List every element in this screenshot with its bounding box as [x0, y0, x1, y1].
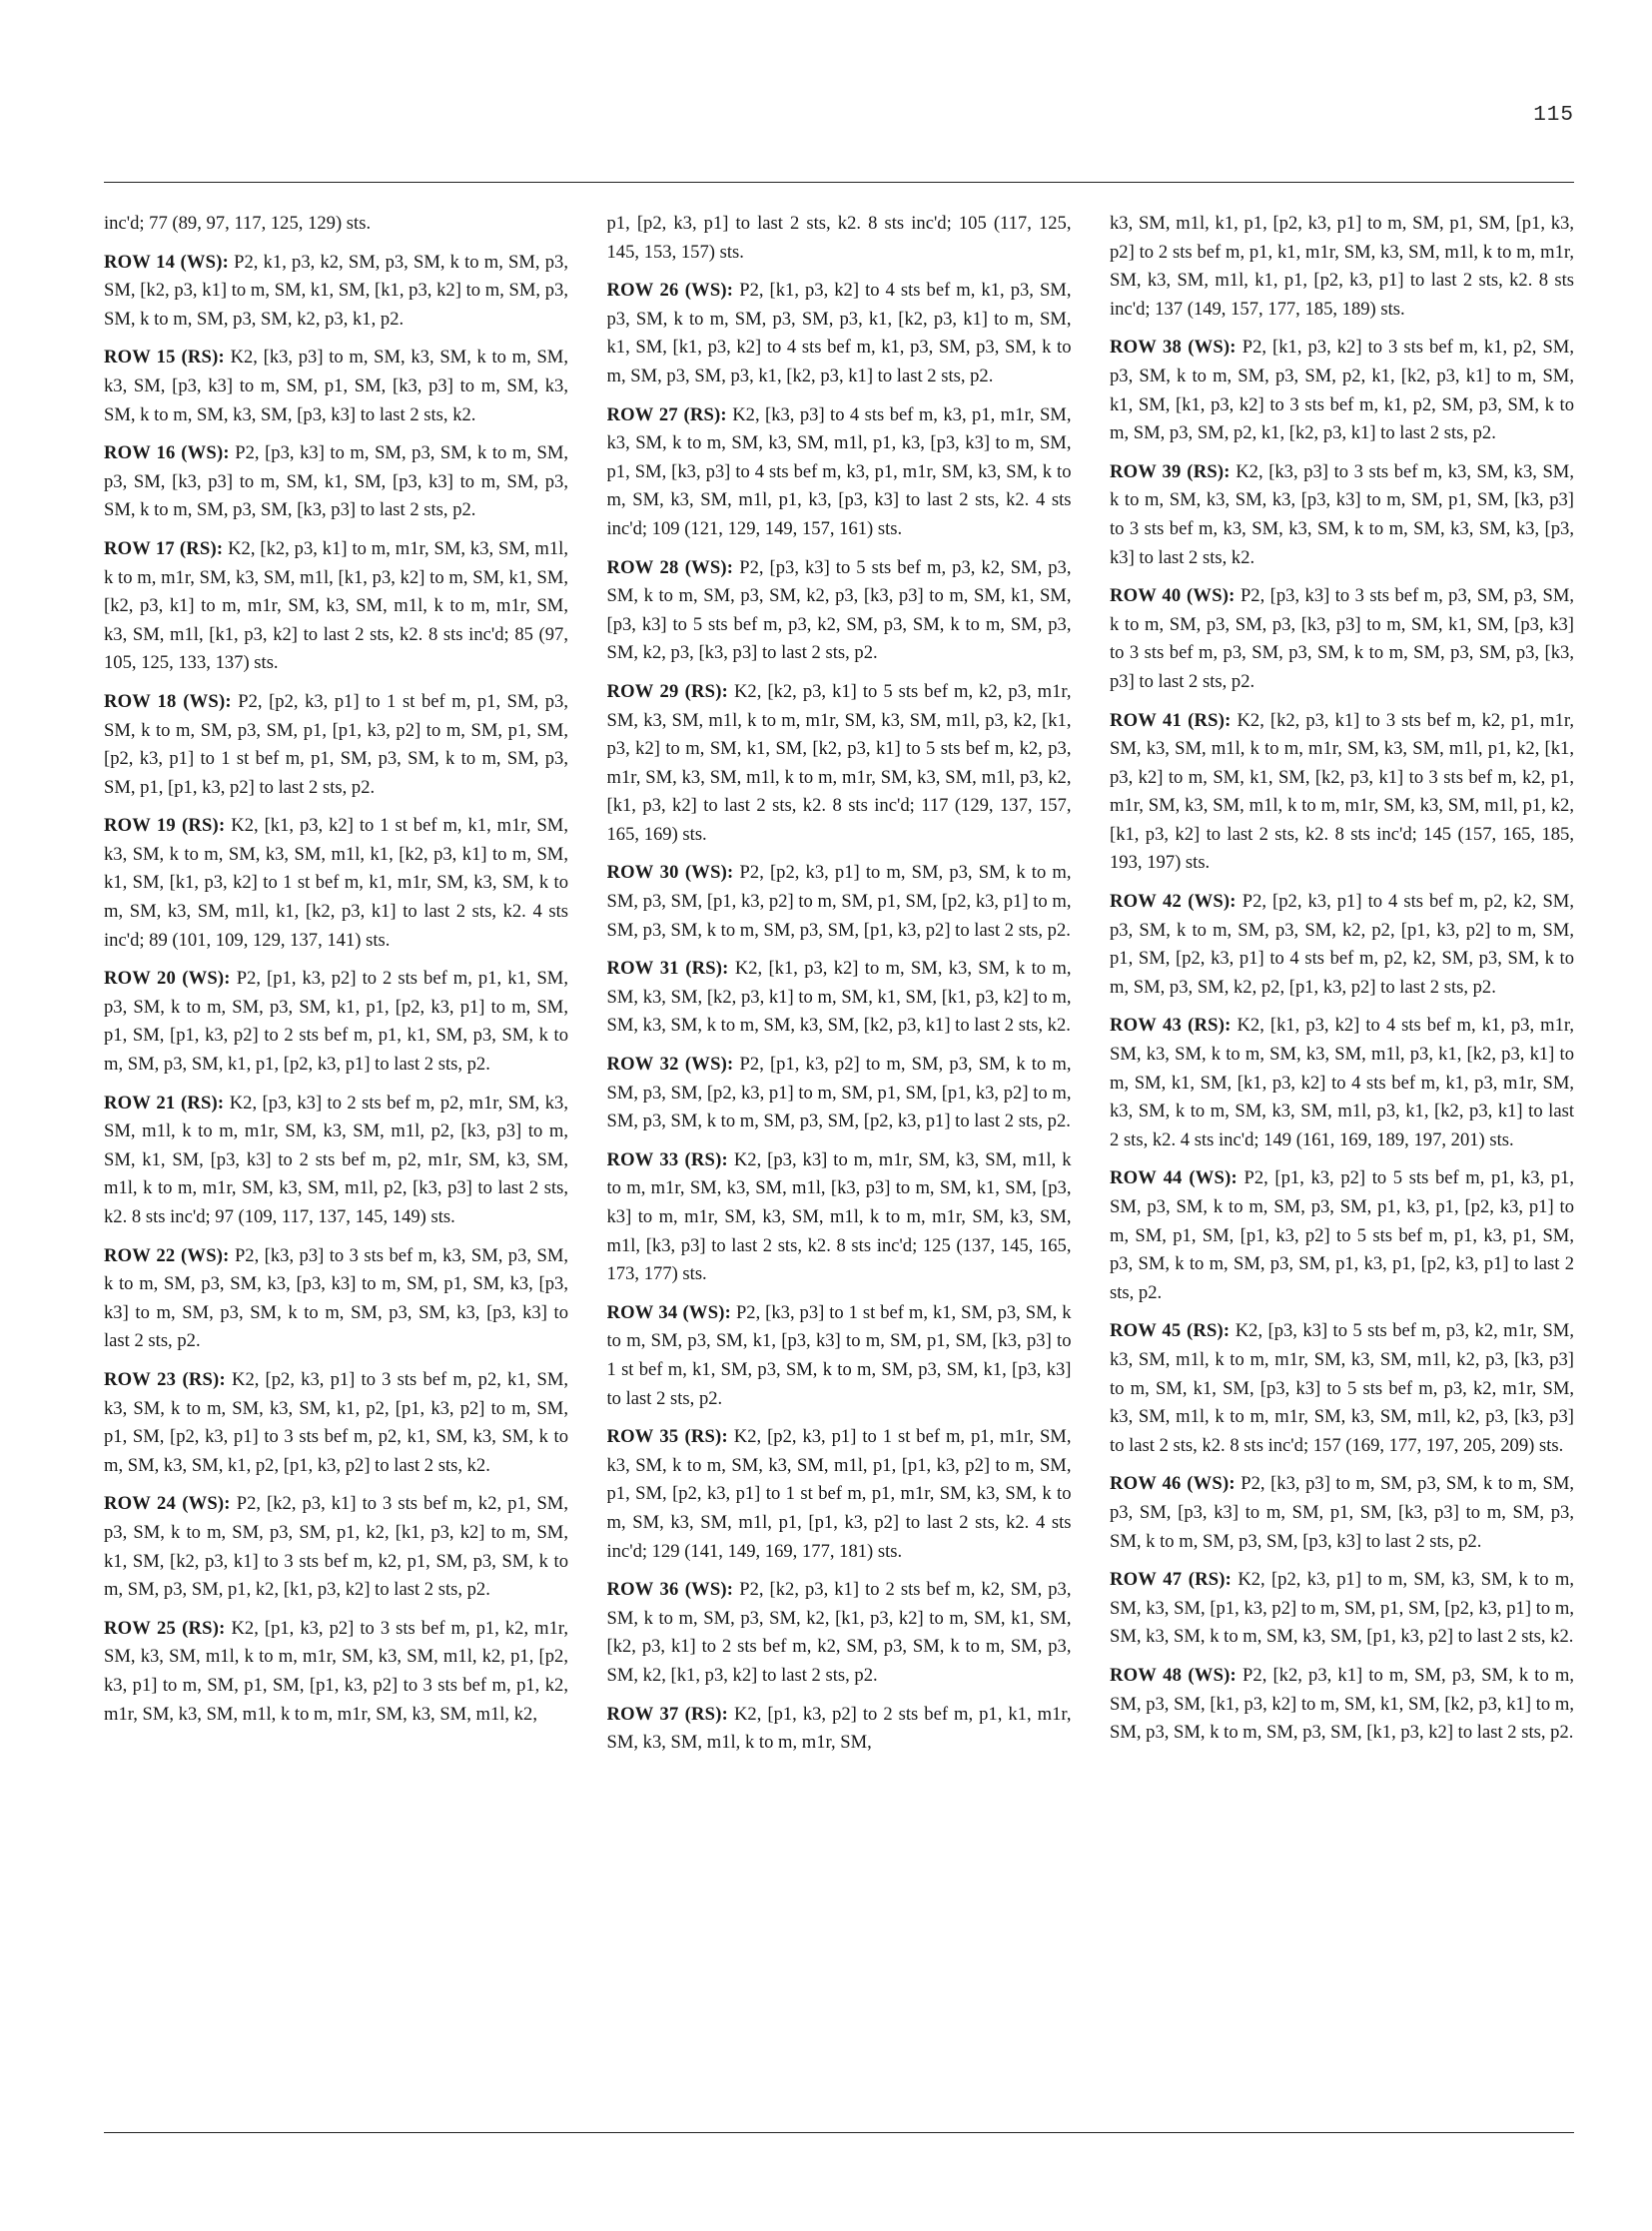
- row-label: ROW 33 (RS):: [606, 1148, 728, 1170]
- row-label: ROW 21 (RS):: [104, 1092, 225, 1114]
- continued-text: [607, 210, 1072, 267]
- row-text: K2, [p3, k3] to 2 sts bef m, p2, m1r, SM, k3, SM, m1l, k to m, m1r, SM, k3, SM, m1l, p2, [k3, p3] to m, SM, k1, SM, [p3, k3] to 2 sts bef m, p2, m1r, SM, k3, SM, m1l, k to m, m1r, SM, k3, SM, m1l, p2, [k3, p3] to last 2 sts, k2. 8 sts inc'd; 97 (109, 117, 137, 145, 149) sts.: [104, 1092, 568, 1227]
- row-label: ROW 31 (RS):: [606, 958, 729, 980]
- row-label: ROW 45 (RS):: [1110, 1320, 1231, 1342]
- row-label: ROW 14 (WS):: [104, 251, 229, 273]
- text-columns: [104, 210, 1574, 2117]
- header-rule: [104, 182, 1574, 183]
- row-instruction: [1110, 1012, 1574, 1154]
- row-instruction: [607, 401, 1072, 544]
- row-text: P2, [p2, k3, p1] to 1 st bef m, p1, SM, p3, SM, k to m, SM, p3, SM, p1, [p1, k3, p2] to m, SM, p1, SM, [p2, k3, p1] to 1 st bef m, p1, SM, p3, SM, k to m, SM, p3, SM, p1, [p1, k3, p2] to last 2 sts, p2.: [104, 690, 568, 798]
- row-label: ROW 44 (WS):: [1110, 1167, 1238, 1189]
- continued-text: [104, 210, 568, 239]
- row-instruction: [1110, 1566, 1574, 1652]
- row-text: P2, [k2, p3, k1] to 3 sts bef m, k2, p1, SM, p3, SM, k to m, SM, p3, SM, p1, k2, [k1, p3, k2] to m, SM, k1, SM, [k2, p3, k1] to 3 sts bef m, k2, p1, SM, p3, SM, k to m, SM, p3, SM, p1, k2, [k1, p3, k2] to last 2 sts, p2.: [104, 1493, 568, 1601]
- row-instruction: [1110, 1164, 1574, 1307]
- row-instruction: [104, 1366, 568, 1480]
- row-instruction: [607, 1299, 1072, 1413]
- row-label: ROW 38 (WS):: [1110, 337, 1237, 359]
- row-instruction: [607, 1423, 1072, 1566]
- row-instruction: [607, 1051, 1072, 1136]
- row-instruction: [607, 277, 1072, 390]
- row-text: K2, [k1, p3, k2] to 1 st bef m, k1, m1r, SM, k3, SM, k to m, SM, k3, SM, m1l, k1, [k2, p3, k1] to m, SM, k1, SM, [k1, p3, k2] to 1 st bef m, k1, m1r, SM, k3, SM, k to m, SM, k3, SM, m1l, k1, [k2, p3, k1] to last 2 sts, k2. 4 sts inc'd; 89 (101, 109, 129, 137, 141) sts.: [104, 815, 568, 951]
- row-instruction: [607, 1146, 1072, 1289]
- row-instruction: [1110, 1470, 1574, 1556]
- row-label: ROW 27 (RS):: [606, 403, 727, 425]
- row-label: ROW 17 (RS):: [104, 537, 224, 559]
- row-label: ROW 16 (WS):: [104, 442, 230, 464]
- row-instruction: [104, 965, 568, 1079]
- row-text: K2, [p3, k3] to m, m1r, SM, k3, SM, m1l, k to m, m1r, SM, k3, SM, m1l, [k3, p3] to m, SM, k1, SM, [p3, k3] to m, m1r, SM, k3, SM, m1l, k to m, m1r, SM, k3, SM, m1l, [k3, p3] to last 2 sts, k2. 8 sts inc'd; 125 (137, 145, 165, 173, 177) sts.: [606, 1148, 1072, 1285]
- row-text: P2, [k1, p3, k2] to 4 sts bef m, k1, p3, SM, p3, SM, k to m, SM, p3, SM, p3, k1, [k2, p3, k1] to m, SM, k1, SM, [k1, p3, k2] to 4 sts bef m, k1, p3, SM, p3, SM, k to m, SM, p3, SM, p3, k1, [k2, p3, k1] to last 2 sts, p2.: [606, 280, 1072, 386]
- row-instruction: [607, 955, 1072, 1041]
- footer-rule: [104, 2132, 1574, 2133]
- row-label: ROW 47 (RS):: [1110, 1569, 1233, 1591]
- row-instruction: [104, 344, 568, 429]
- row-label: ROW 25 (RS):: [104, 1617, 226, 1639]
- row-text: K2, [k1, p3, k2] to 4 sts bef m, k1, p3, m1r, SM, k3, SM, k to m, SM, k3, SM, m1l, p3, k1, [k2, p3, k1] to m, SM, k1, SM, [k1, p3, k2] to 4 sts bef m, k1, p3, m1r, SM, k3, SM, k to m, SM, k3, SM, m1l, p3, k1, [k2, p3, k1] to last 2 sts, k2. 4 sts inc'd; 149 (161, 169, 189, 197, 201) sts.: [1110, 1015, 1574, 1150]
- row-label: ROW 42 (WS):: [1110, 891, 1237, 913]
- row-text: P2, [k1, p3, k2] to 3 sts bef m, k1, p2, SM, p3, SM, k to m, SM, p3, SM, p2, k1, [k2, p3, k1] to m, SM, k1, SM, [k1, p3, k2] to 3 sts bef m, k1, p2, SM, p3, SM, k to m, SM, p3, SM, p2, k1, [k2, p3, k1] to last 2 sts, p2.: [1110, 337, 1574, 444]
- row-label: ROW 36 (WS):: [606, 1579, 734, 1601]
- page-number: 115: [1533, 104, 1574, 127]
- row-text: P2, [k3, p3] to m, SM, p3, SM, k to m, SM, p3, SM, [p3, k3] to m, SM, p1, SM, [k3, p3] to m, SM, p3, SM, k to m, SM, p3, SM, [p3, k3] to last 2 sts, p2.: [1110, 1473, 1574, 1552]
- row-text: K2, [k3, p3] to 4 sts bef m, k3, p1, m1r, SM, k3, SM, k to m, SM, k3, SM, m1l, p1, k3, [p3, k3] to m, SM, p1, SM, [k3, p3] to 4 sts bef m, k3, p1, m1r, SM, k3, SM, k to m, SM, k3, SM, m1l, p1, k3, [p3, k3] to last 2 sts, k2. 4 sts inc'd; 109 (121, 129, 149, 157, 161) sts.: [606, 403, 1072, 539]
- row-instruction: [104, 1490, 568, 1604]
- row-instruction: [1110, 458, 1574, 572]
- row-instruction: [104, 439, 568, 525]
- row-label: ROW 30 (WS):: [606, 862, 734, 884]
- row-text: K2, [k2, p3, k1] to 3 sts bef m, k2, p1, m1r, SM, k3, SM, m1l, k to m, m1r, SM, k3, SM, m1l, p1, k2, [k1, p3, k2] to m, SM, k1, SM, [k2, p3, k1] to 3 sts bef m, k2, p1, m1r, SM, k3, SM, m1l, k to m, m1r, SM, k3, SM, m1l, p1, k2, [k1, p3, k2] to last 2 sts, k2. 8 sts inc'd; 145 (157, 165, 185, 193, 197) sts.: [1110, 709, 1574, 874]
- row-text: K2, [p3, k3] to 5 sts bef m, p3, k2, m1r, SM, k3, SM, m1l, k to m, m1r, SM, k3, SM, m1l, k2, p3, [k3, p3] to m, SM, k1, SM, [p3, k3] to 5 sts bef m, p3, k2, m1r, SM, k3, SM, m1l, k to m, m1r, SM, k3, SM, m1l, k2, p3, [k3, p3] to last 2 sts, k2. 8 sts inc'd; 157 (169, 177, 197, 205, 209) sts.: [1110, 1320, 1574, 1456]
- row-text: K2, [p2, k3, p1] to m, SM, k3, SM, k to m, SM, k3, SM, [p1, k3, p2] to m, SM, p1, SM, [p2, k3, p1] to m, SM, k3, SM, k to m, SM, k3, SM, [p1, k3, p2] to last 2 sts, k2.: [1110, 1569, 1574, 1648]
- row-label: ROW 24 (WS):: [104, 1493, 231, 1515]
- row-text: K2, [p2, k3, p1] to 1 st bef m, p1, m1r, SM, k3, SM, k to m, SM, k3, SM, m1l, p1, [p1, k3, p2] to m, SM, p1, SM, [p2, k3, p1] to 1 st bef m, p1, m1r, SM, k3, SM, k to m, SM, k3, SM, m1l, p1, [p1, k3, p2] to last 2 sts, k2. 4 sts inc'd; 129 (141, 149, 169, 177, 181) sts.: [606, 1426, 1072, 1562]
- row-text: K2, [p1, k3, p2] to 2 sts bef m, p1, k1, m1r, SM, k3, SM, m1l, k to m, m1r, SM,: [606, 1703, 1072, 1754]
- row-label: ROW 18 (WS):: [104, 690, 232, 712]
- row-label: ROW 34 (WS):: [606, 1301, 732, 1323]
- row-text: K2, [k2, p3, k1] to 5 sts bef m, k2, p3, m1r, SM, k3, SM, m1l, k to m, m1r, SM, k3, SM, m1l, p3, k2, [k1, p3, k2] to m, SM, k1, SM, [k2, p3, k1] to 5 sts bef m, k2, p3, m1r, SM, k3, SM, m1l, k to m, m1r, SM, k3, SM, m1l, p3, k2, [k1, p3, k2] to last 2 sts, k2. 8 sts inc'd; 117 (129, 137, 157, 165, 169) sts.: [606, 680, 1072, 845]
- row-text: K2, [k2, p3, k1] to m, m1r, SM, k3, SM, m1l, k to m, m1r, SM, k3, SM, m1l, [k1, p3, k2] to m, SM, k1, SM, [k2, p3, k1] to m, m1r, SM, k3, SM, m1l, k to m, m1r, SM, k3, SM, m1l, [k1, p3, k2] to last 2 sts, k2. 8 sts inc'd; 85 (97, 105, 125, 133, 137) sts.: [104, 537, 568, 674]
- continued-text: [1110, 210, 1574, 324]
- column-middle: [607, 210, 1072, 2117]
- row-text: P2, [p1, k3, p2] to 2 sts bef m, p1, k1, SM, p3, SM, k to m, SM, p3, SM, k1, p1, [p2, k3, p1] to m, SM, p1, SM, [p1, k3, p2] to 2 sts bef m, p1, k1, SM, p3, SM, k to m, SM, p3, SM, k1, p1, [p2, k3, p1] to last 2 sts, p2.: [104, 968, 568, 1076]
- row-text: inc'd; 77 (89, 97, 117, 125, 129) sts.: [104, 213, 372, 234]
- row-label: ROW 29 (RS):: [606, 680, 728, 702]
- row-instruction: [1110, 707, 1574, 879]
- row-instruction: [1110, 582, 1574, 696]
- row-text: P2, [p3, k3] to 3 sts bef m, p3, SM, p3, SM, k to m, SM, p3, SM, p3, [k3, p3] to m, SM, k1, SM, [p3, k3] to 3 sts bef m, p3, SM, p3, SM, k to m, SM, p3, SM, p3, [k3, p3] to last 2 sts, p2.: [1110, 585, 1574, 692]
- row-text: P2, [k3, p3] to 3 sts bef m, k3, SM, p3, SM, k to m, SM, p3, SM, k3, [p3, k3] to m, SM, p1, SM, k3, [p3, k3] to m, SM, p3, SM, k to m, SM, p3, SM, k3, [p3, k3] to last 2 sts, p2.: [104, 1244, 568, 1352]
- row-label: ROW 28 (WS):: [606, 556, 734, 578]
- row-label: ROW 15 (RS):: [104, 347, 225, 369]
- row-label: ROW 19 (RS):: [104, 815, 226, 837]
- row-text: P2, [p2, k3, p1] to m, SM, p3, SM, k to m, SM, p3, SM, [p1, k3, p2] to m, SM, p1, SM, [p2, k3, p1] to m, SM, p3, SM, k to m, SM, p3, SM, [p1, k3, p2] to last 2 sts, p2.: [606, 862, 1072, 941]
- row-label: ROW 35 (RS):: [606, 1426, 728, 1448]
- row-text: P2, [k3, p3] to 1 st bef m, k1, SM, p3, SM, k to m, SM, p3, SM, k1, [p3, k3] to m, SM, p1, SM, [k3, p3] to 1 st bef m, k1, SM, p3, SM, k to m, SM, p3, SM, k1, [p3, k3] to last 2 sts, p2.: [606, 1301, 1072, 1409]
- row-text: P2, [p1, k3, p2] to m, SM, p3, SM, k to m, SM, p3, SM, [p2, k3, p1] to m, SM, p1, SM, [p1, k3, p2] to m, SM, p3, SM, k to m, SM, p3, SM, [p2, k3, p1] to last 2 sts, p2.: [606, 1054, 1072, 1132]
- row-instruction: [1110, 1662, 1574, 1748]
- row-text: P2, [p3, k3] to m, SM, p3, SM, k to m, SM, p3, SM, [k3, p3] to m, SM, k1, SM, [p3, k3] to m, SM, p3, SM, k to m, SM, p3, SM, [k3, p3] to last 2 sts, p2.: [104, 442, 568, 521]
- row-text: K2, [p1, k3, p2] to 3 sts bef m, p1, k2, m1r, SM, k3, SM, m1l, k to m, m1r, SM, k3, SM, m1l, k2, p1, [p2, k3, p1] to m, SM, p1, SM, [p1, k3, p2] to 3 sts bef m, p1, k2, m1r, SM, k3, SM, m1l, k to m, m1r, SM, k3, SM, m1l, k2,: [104, 1617, 568, 1725]
- row-text: P2, [p3, k3] to 5 sts bef m, p3, k2, SM, p3, SM, k to m, SM, p3, SM, k2, p3, [k3, p3] to m, SM, k1, SM, [p3, k3] to 5 sts bef m, p3, k2, SM, p3, SM, k to m, SM, p3, SM, k2, p3, [k3, p3] to last 2 sts, p2.: [606, 556, 1072, 664]
- row-text: P2, [p1, k3, p2] to 5 sts bef m, p1, k3, p1, SM, p3, SM, k to m, SM, p3, SM, p1, k3, p1, [p2, k3, p1] to m, SM, p1, SM, [p1, k3, p2] to 5 sts bef m, p1, k3, p1, SM, p3, SM, k to m, SM, p3, SM, p1, k3, p1, [p2, k3, p1] to last 2 sts, p2.: [1110, 1167, 1574, 1303]
- row-label: ROW 39 (RS):: [1110, 460, 1231, 482]
- row-label: ROW 41 (RS):: [1110, 709, 1232, 731]
- row-instruction: [607, 1576, 1072, 1690]
- row-instruction: [1110, 334, 1574, 447]
- row-text: K2, [k3, p3] to 3 sts bef m, k3, SM, k3, SM, k to m, SM, k3, SM, k3, [p3, k3] to m, SM, p1, SM, [k3, p3] to 3 sts bef m, k3, SM, k3, SM, k to m, SM, k3, SM, k3, [p3, k3] to last 2 sts, k2.: [1110, 460, 1574, 568]
- row-instruction: [104, 812, 568, 955]
- row-label: ROW 32 (WS):: [606, 1054, 734, 1076]
- row-instruction: [1110, 1317, 1574, 1460]
- row-instruction: [1110, 888, 1574, 1002]
- row-text: K2, [k3, p3] to m, SM, k3, SM, k to m, SM, k3, SM, [p3, k3] to m, SM, p1, SM, [k3, p3] to m, SM, k3, SM, k to m, SM, k3, SM, [p3, k3] to last 2 sts, k2.: [104, 347, 568, 425]
- row-instruction: [104, 688, 568, 802]
- column-left: [104, 210, 568, 2117]
- row-instruction: [104, 1090, 568, 1232]
- row-text: P2, k1, p3, k2, SM, p3, SM, k to m, SM, p3, SM, [k2, p3, k1] to m, SM, k1, SM, [k1, p3, k2] to m, SM, p3, SM, k to m, SM, p3, SM, k2, p3, k1, p2.: [104, 251, 568, 330]
- row-label: ROW 48 (WS):: [1110, 1664, 1237, 1686]
- row-text: P2, [p2, k3, p1] to 4 sts bef m, p2, k2, SM, p3, SM, k to m, SM, p3, SM, k2, p2, [p1, k3, p2] to m, SM, p1, SM, [p2, k3, p1] to 4 sts bef m, p2, k2, SM, p3, SM, k to m, SM, p3, SM, k2, p2, [p1, k3, p2] to last 2 sts, p2.: [1110, 891, 1574, 998]
- row-label: ROW 23 (RS):: [104, 1368, 226, 1390]
- row-text: K2, [k1, p3, k2] to m, SM, k3, SM, k to m, SM, k3, SM, [k2, p3, k1] to m, SM, k1, SM, [k1, p3, k2] to m, SM, k3, SM, k to m, SM, k3, SM, [k2, p3, k1] to last 2 sts, k2.: [606, 958, 1072, 1037]
- row-label: ROW 20 (WS):: [104, 968, 231, 990]
- row-label: ROW 46 (WS):: [1110, 1473, 1236, 1495]
- column-right: [1110, 210, 1574, 2117]
- row-instruction: [104, 1242, 568, 1356]
- row-instruction: [104, 535, 568, 678]
- row-instruction: [104, 249, 568, 335]
- row-label: ROW 37 (RS):: [606, 1703, 728, 1725]
- row-instruction: [607, 678, 1072, 850]
- row-label: ROW 26 (WS):: [606, 280, 734, 302]
- row-label: ROW 40 (WS):: [1110, 585, 1236, 607]
- row-text: P2, [k2, p3, k1] to m, SM, p3, SM, k to m, SM, p3, SM, [k1, p3, k2] to m, SM, k1, SM, [k2, p3, k1] to m, SM, p3, SM, k to m, SM, p3, SM, [k1, p3, k2] to last 2 sts, p2.: [1110, 1664, 1574, 1744]
- row-label: ROW 22 (WS):: [104, 1244, 230, 1266]
- row-text: P2, [k2, p3, k1] to 2 sts bef m, k2, SM, p3, SM, k to m, SM, p3, SM, k2, [k1, p3, k2] to m, SM, k1, SM, [k2, p3, k1] to 2 sts bef m, k2, SM, p3, SM, k to m, SM, p3, SM, k2, [k1, p3, k2] to last 2 sts, p2.: [606, 1579, 1072, 1686]
- row-text: p1, [p2, k3, p1] to last 2 sts, k2. 8 sts inc'd; 105 (117, 125, 145, 153, 157) sts.: [606, 213, 1072, 263]
- row-instruction: [607, 1701, 1072, 1758]
- row-instruction: [104, 1615, 568, 1729]
- row-text: k3, SM, m1l, k1, p1, [p2, k3, p1] to m, SM, p1, SM, [p1, k3, p2] to 2 sts bef m, p1, k1, m1r, SM, k3, SM, m1l, k to m, m1r, SM, k3, SM, m1l, k1, p1, [p2, k3, p1] to last 2 sts, k2. 8 sts inc'd; 137 (149, 157, 177, 185, 189) sts.: [1110, 213, 1574, 320]
- row-instruction: [607, 859, 1072, 945]
- row-label: ROW 43 (RS):: [1110, 1015, 1232, 1037]
- row-instruction: [607, 554, 1072, 668]
- row-text: K2, [p2, k3, p1] to 3 sts bef m, p2, k1, SM, k3, SM, k to m, SM, k3, SM, k1, p2, [p1, k3, p2] to m, SM, p1, SM, [p2, k3, p1] to 3 sts bef m, p2, k1, SM, k3, SM, k to m, SM, k3, SM, k1, p2, [p1, k3, p2] to last 2 sts, k2.: [104, 1368, 568, 1476]
